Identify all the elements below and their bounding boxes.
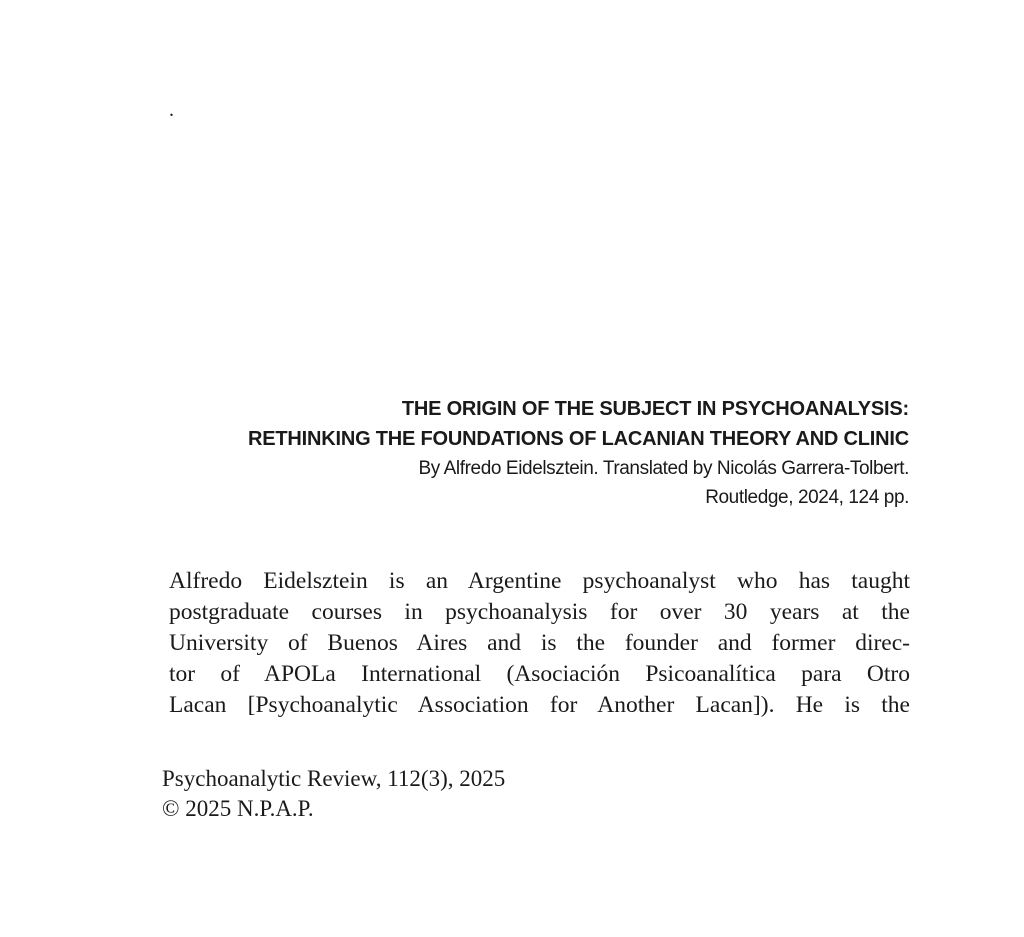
page-footer xyxy=(162,764,505,824)
body-line: Lacan [Psychoanalytic Association for Another Lacan]). He is the xyxy=(169,692,910,718)
body-line: postgraduate courses in psychoanalysis for over 30 years at the xyxy=(169,599,910,625)
stray-mark: . xyxy=(169,99,174,121)
book-publication-info: Routledge, 2024, 124 pp. xyxy=(705,487,909,508)
body-line: tor of APOLa International (Asociación Psicoanalítica para Otro xyxy=(169,661,910,687)
body-line: University of Buenos Aires and is the founder and former direc- xyxy=(169,630,910,656)
body-line: Alfredo Eidelsztein is an Argentine psychoanalyst who has taught xyxy=(169,568,910,594)
book-title-line-2: RETHINKING THE FOUNDATIONS OF LACANIAN THEORY AND CLINIC xyxy=(247,428,909,450)
copyright-notice: © 2025 N.P.A.P. xyxy=(162,796,314,821)
book-byline: By Alfredo Eidelsztein. Translated by Nicolás Garrera-Tolbert. xyxy=(418,458,909,479)
journal-citation: Psychoanalytic Review, 112(3), 2025 xyxy=(162,766,506,791)
review-body-paragraph xyxy=(169,566,910,721)
book-title-line-1: THE ORIGIN OF THE SUBJECT IN PSYCHOANALYSIS: xyxy=(401,398,909,420)
review-heading xyxy=(200,394,909,512)
